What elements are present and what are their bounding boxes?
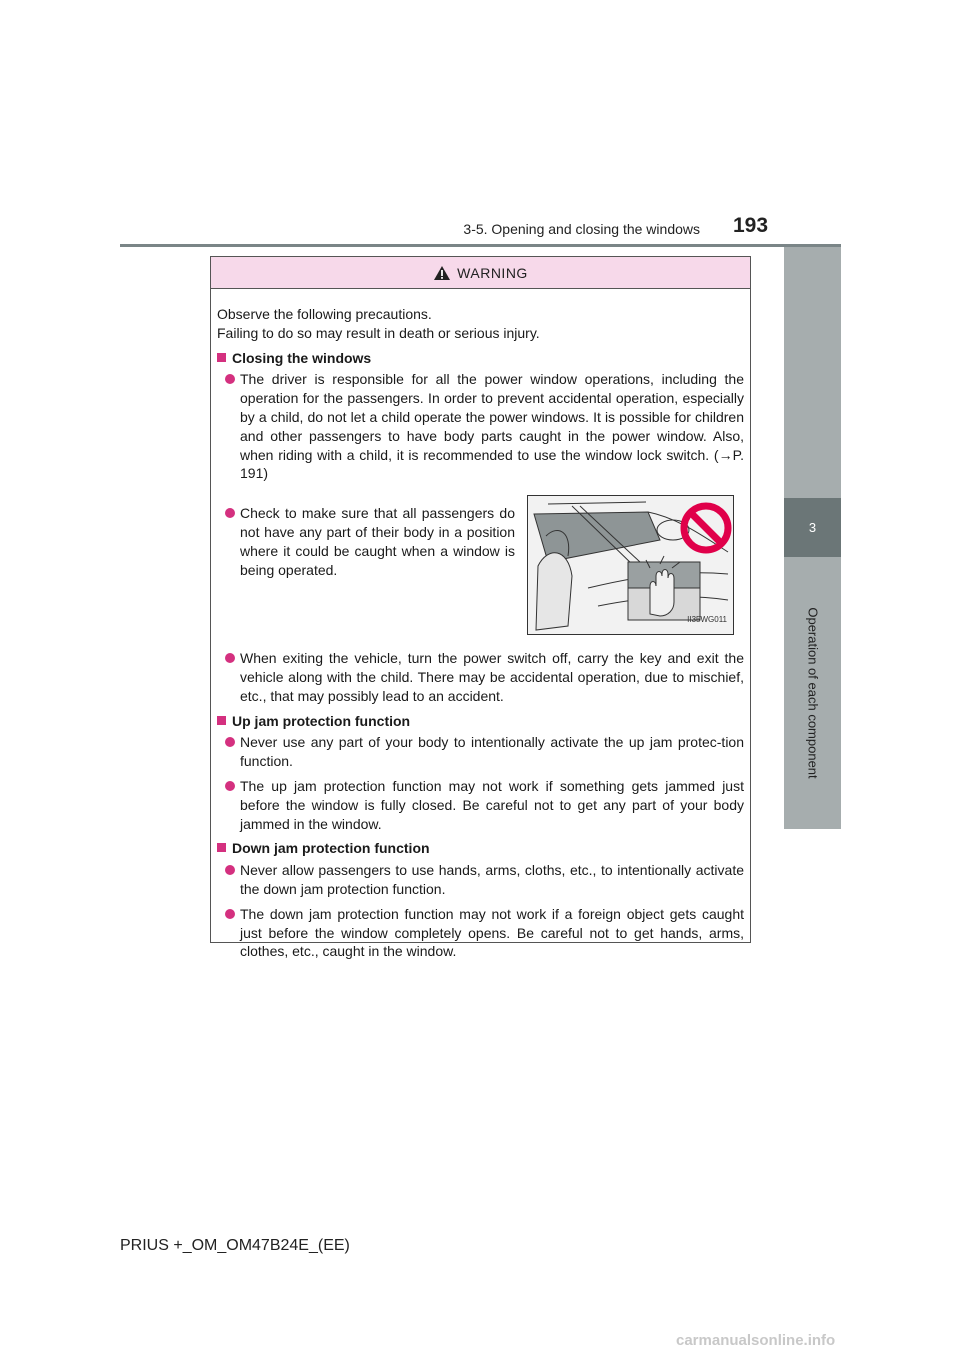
list-item: When exiting the vehicle, turn the power switch off, carry the key and exit the vehicle along with the child. There may be accidental operation, due to mischief, etc., that may possibly lead to an accident. — [217, 649, 744, 705]
round-bullet-icon — [225, 781, 235, 791]
warning-intro — [217, 305, 744, 343]
list-item: The driver is responsible for all the power window operations, including the operation for the passengers. In order to prevent accidental operation, especially by a child, do not let a child operate the power windows. It is possible for children and other passengers to have body parts caught in the power window. Also, when riding with a child, it is recommended to use the window lock switch. (→P. 191) — [217, 370, 744, 483]
list-item: Never use any part of your body to intentionally activate the up jam protec-tion function. — [217, 733, 744, 771]
warning-body — [211, 289, 750, 961]
list-item: The up jam protection function may not work if something gets jammed just before the window is fully closed. Be careful not to get any part of your body jammed in the window. — [217, 777, 744, 833]
round-bullet-icon — [225, 909, 235, 919]
window-hazard-illustration — [527, 495, 734, 635]
section-heading-closing: Closing the windows — [217, 349, 744, 368]
chapter-title: Operation of each component — [805, 607, 820, 779]
list-item: The down jam protection function may not work if a foreign object gets caught just before the window completely opens. Be careful not to get hands, arms, clothes, etc., caught in the window. — [217, 905, 744, 961]
chapter-title-container — [784, 557, 841, 829]
header-divider — [120, 244, 841, 247]
warning-header — [211, 257, 750, 289]
warning-box — [210, 256, 751, 960]
list-item: Check to make sure that all passengers do not have any part of their body in a position where it could be caught when a window is being operated. — [217, 504, 515, 635]
round-bullet-icon — [225, 737, 235, 747]
page-number: 193 — [733, 214, 769, 237]
round-bullet-icon — [225, 374, 235, 384]
intro-line-2: Failing to do so may result in death or serious injury. — [217, 324, 540, 341]
square-bullet-icon — [217, 843, 226, 852]
section-heading-up-jam: Up jam protection function — [217, 712, 744, 731]
chapter-tab-upper — [784, 247, 841, 498]
square-bullet-icon — [217, 353, 226, 362]
round-bullet-icon — [225, 653, 235, 663]
round-bullet-icon — [225, 865, 235, 875]
warning-label: WARNING — [457, 264, 528, 281]
figure-code: II35WG011 — [687, 615, 727, 625]
round-bullet-icon — [225, 508, 235, 518]
list-item: Never allow passengers to use hands, arms, cloths, etc., to intentionally activate the down jam protection function. — [217, 861, 744, 899]
chapter-tab-number: 3 — [784, 498, 841, 557]
square-bullet-icon — [217, 716, 226, 725]
figure-row — [217, 495, 744, 635]
warning-triangle-icon — [433, 265, 451, 281]
section-title: 3-5. Opening and closing the windows — [463, 221, 700, 237]
document-code: PRIUS +_OM_OM47B24E_(EE) — [120, 1237, 350, 1254]
watermark: carmanualsonline.info — [676, 1332, 836, 1349]
intro-line-1: Observe the following precautions. — [217, 306, 432, 322]
section-heading-down-jam: Down jam protection function — [217, 839, 744, 858]
